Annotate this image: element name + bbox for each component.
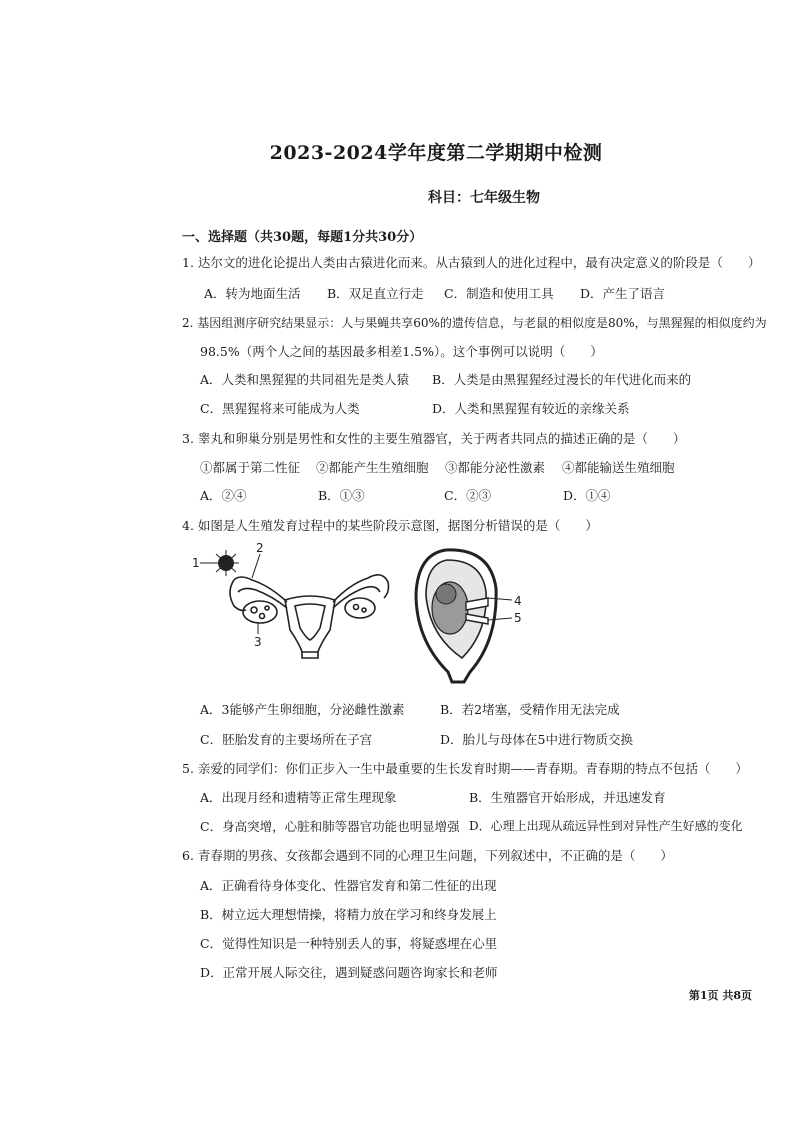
question-5-stem: 5. 亲爱的同学们：你们正步入一生中最重要的生长发育时期——青春期。青春期的特点不包括（ ） — [182, 761, 748, 776]
q6-option-b: B．树立远大理想情操，将精力放在学习和终身发展上 — [200, 907, 497, 922]
q5-option-c: C．身高突增，心脏和肺等器官功能也明显增强 — [200, 819, 460, 834]
q3-option-d: D．①④ — [563, 488, 611, 503]
figure-label-3: 3 — [254, 635, 262, 649]
figure-label-5: 5 — [514, 611, 522, 625]
question-4-stem: 4. 如图是人生殖发育过程中的某些阶段示意图，据图分析错误的是（ ） — [182, 518, 598, 533]
question-2-stem-line1: 2. 基因组测序研究结果显示：人与果蝇共享60%的遗传信息，与老鼠的相似度是80%，与黑猩猩的相似度约为 — [182, 316, 767, 330]
page-title: 2023-2024学年度第二学期期中检测 — [269, 142, 603, 164]
q2-option-a: A．人类和黑猩猩的共同祖先是类人猿 — [200, 372, 410, 387]
q4-option-d: D．胎儿与母体在5中进行物质交换 — [440, 732, 633, 747]
question-3-stem: 3. 睾丸和卵巢分别是男性和女性的主要生殖器官，关于两者共同点的描述正确的是（ ） — [182, 431, 686, 446]
q6-option-a: A．正确看待身体变化、性器官发育和第二性征的出现 — [200, 878, 497, 893]
reproductive-system-figure — [190, 540, 530, 690]
page-number: 第1页 共8页 — [688, 989, 752, 1002]
q1-option-c: C．制造和使用工具 — [444, 286, 554, 301]
q5-option-b: B．生殖器官开始形成，并迅速发育 — [469, 790, 666, 805]
fetus-in-uterus-diagram — [416, 550, 512, 682]
q1-option-b: B．双足直立行走 — [327, 286, 424, 301]
q2-option-d: D．人类和黑猩猩有较近的亲缘关系 — [432, 401, 630, 416]
figure-label-1: 1 — [192, 556, 200, 570]
q3-statement-3: ③都能分泌性激素 — [445, 460, 546, 475]
q4-option-c: C．胚胎发育的主要场所在子宫 — [200, 732, 373, 747]
q3-option-b: B．①③ — [318, 488, 365, 503]
q2-option-b: B．人类是由黑猩猩经过漫长的年代进化而来的 — [432, 372, 692, 387]
q5-option-a: A．出现月经和遗精等正常生理现象 — [200, 790, 397, 805]
question-2-stem-line2: 98.5%（两个人之间的基因最多相差1.5%）。这个事例可以说明（ ） — [200, 344, 603, 359]
q3-statement-2: ②都能产生生殖细胞 — [316, 460, 429, 475]
q4-option-a: A．3能够产生卵细胞，分泌雌性激素 — [200, 702, 405, 717]
q2-option-c: C．黑猩猩将来可能成为人类 — [200, 401, 360, 416]
figure-label-4: 4 — [514, 594, 522, 608]
q3-statement-4: ④都能输送生殖细胞 — [562, 460, 675, 475]
section-heading: 一、选择题（共30题，每题1分共30分） — [182, 230, 423, 245]
question-1-stem: 1. 达尔文的进化论提出人类由古猿进化而来。从古猿到人的进化过程中，最有决定意义的阶段是（ ） — [182, 255, 761, 270]
q6-option-c: C．觉得性知识是一种特别丢人的事，将疑惑埋在心里 — [200, 936, 498, 951]
subject-label: 科目：七年级生物 — [428, 190, 540, 206]
q3-option-c: C．②③ — [444, 488, 492, 503]
q3-statement-1: ①都属于第二性征 — [200, 460, 301, 475]
q1-option-a: A．转为地面生活 — [204, 286, 301, 301]
q4-option-b: B．若2堵塞，受精作用无法完成 — [440, 702, 620, 717]
q5-option-d: D．心理上出现从疏远异性到对异性产生好感的变化 — [469, 819, 743, 833]
q3-option-a: A．②④ — [200, 488, 247, 503]
q1-option-d: D．产生了语言 — [580, 286, 666, 301]
question-6-stem: 6. 青春期的男孩、女孩都会遇到不同的心理卫生问题，下列叙述中，不正确的是（ ） — [182, 848, 673, 863]
q6-option-d: D．正常开展人际交往，遇到疑惑问题咨询家长和老师 — [200, 965, 498, 980]
figure-label-2: 2 — [256, 541, 264, 555]
